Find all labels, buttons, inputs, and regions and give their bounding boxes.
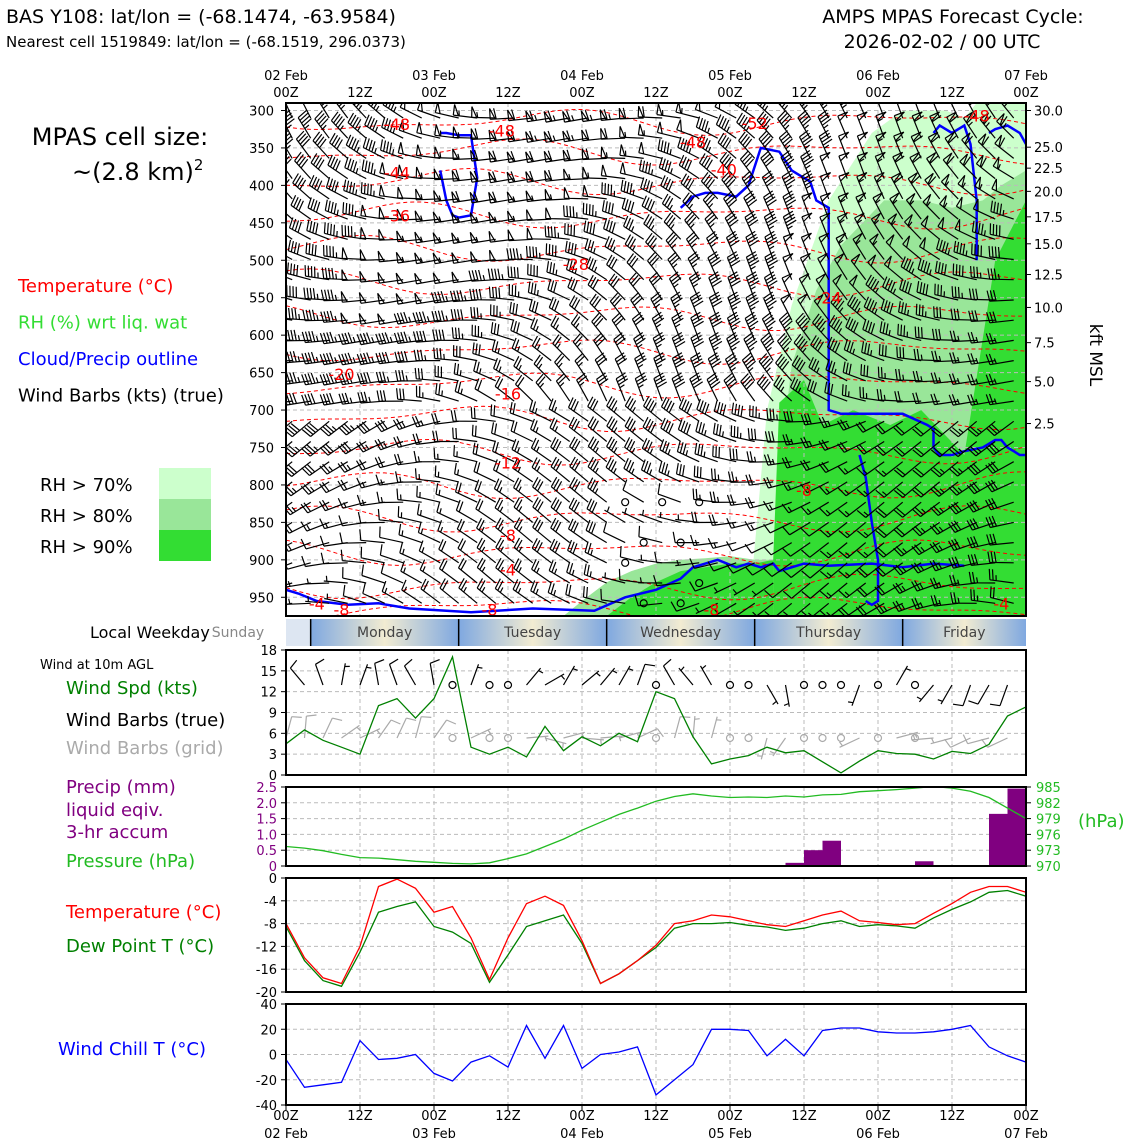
wind-barb-grid bbox=[486, 735, 493, 742]
precip-pressure-panel bbox=[256, 781, 1061, 875]
height-axis bbox=[1026, 104, 1063, 432]
top-hour-label: 12Z bbox=[939, 86, 965, 101]
top-hour-label: 12Z bbox=[643, 86, 669, 101]
pressure-tick-label: 600 bbox=[249, 329, 274, 345]
wind-barb-grid bbox=[840, 738, 860, 747]
bottom-date-label: 05 Feb bbox=[708, 1127, 752, 1140]
temperature-label: -48 bbox=[383, 114, 411, 134]
temperature-legend: Temperature (°C) bbox=[66, 902, 222, 923]
legend-entry: Wind Barbs (kts) (true) bbox=[18, 385, 224, 407]
wind-barb-true bbox=[990, 685, 1008, 706]
wind-chill-panel bbox=[256, 998, 1026, 1114]
wind-barb-true bbox=[486, 682, 493, 689]
station-title: BAS Y108: lat/lon = (-68.1474, -63.9584) bbox=[6, 6, 396, 28]
weekday-label: Local Weekday bbox=[90, 623, 210, 642]
bottom-hour-label: 00Z bbox=[569, 1109, 595, 1124]
wind-barb-true bbox=[848, 685, 859, 706]
y-tick-label: 15 bbox=[260, 664, 277, 680]
height-tick-label: 25.0 bbox=[1034, 141, 1063, 157]
wind-chill-legend: Wind Chill T (°C) bbox=[58, 1039, 206, 1060]
bottom-hour-label: 12Z bbox=[939, 1109, 965, 1124]
bottom-time-axis bbox=[264, 1105, 1048, 1140]
y-tick-label: -40 bbox=[255, 1099, 277, 1114]
weekday-bar bbox=[212, 619, 1026, 646]
wind-barb-true bbox=[953, 685, 971, 706]
wind-barb-grid bbox=[912, 735, 919, 742]
forecast-cycle: 2026-02-02 / 00 UTC bbox=[843, 31, 1041, 53]
cross-section-panel bbox=[249, 90, 1105, 623]
y-tick-label: 12 bbox=[260, 685, 277, 701]
wind-barb-grid bbox=[323, 718, 342, 738]
height-tick-label: 22.5 bbox=[1034, 162, 1063, 178]
y-tick-label: 0 bbox=[268, 1048, 277, 1064]
dewpoint-legend: Dew Point T (°C) bbox=[66, 936, 215, 957]
bottom-hour-label: 00Z bbox=[1013, 1109, 1039, 1124]
y-tick-label: 2.0 bbox=[256, 796, 277, 812]
y-tick-label: -8 bbox=[264, 917, 277, 933]
temperature-label: -8 bbox=[500, 526, 516, 546]
pressure-tick-label: 400 bbox=[249, 179, 274, 195]
precip-legend-3: 3-hr accum bbox=[66, 822, 169, 843]
bottom-date-label: 06 Feb bbox=[856, 1127, 900, 1140]
wind-panel-title: Wind at 10m AGL bbox=[40, 658, 154, 673]
weekday-name: Thursday bbox=[796, 625, 862, 641]
y-tick-label: 3 bbox=[268, 748, 277, 764]
cell-size-label: MPAS cell size: bbox=[31, 123, 209, 151]
temperature-panel bbox=[256, 872, 1026, 1001]
y-tick-label: -20 bbox=[255, 986, 277, 1001]
temperature-label: -28 bbox=[562, 255, 589, 275]
wind-barb-true bbox=[290, 660, 304, 685]
bottom-date-label: 03 Feb bbox=[412, 1127, 456, 1140]
weekday-name: Wednesday bbox=[640, 625, 722, 641]
top-date-label: 07 Feb bbox=[1004, 69, 1048, 84]
pressure-unit-label: (hPa) bbox=[1078, 811, 1125, 832]
height-tick-label: 17.5 bbox=[1034, 210, 1063, 226]
wind-barb-true bbox=[471, 664, 482, 685]
bottom-date-label: 02 Feb bbox=[264, 1127, 308, 1140]
wind-barb-true bbox=[679, 667, 693, 685]
wind-barb-grid bbox=[931, 738, 952, 744]
weekday-name: Tuesday bbox=[504, 625, 562, 641]
rh-legend-swatch bbox=[159, 468, 211, 499]
bottom-hour-label: 12Z bbox=[347, 1109, 373, 1124]
rh-legend-label: RH > 80% bbox=[40, 506, 133, 527]
wind-barb-true bbox=[638, 664, 656, 685]
wind-barb-grid bbox=[305, 715, 317, 738]
wind-barb-grid bbox=[379, 720, 401, 738]
wind-barbs-true-legend: Wind Barbs (true) bbox=[66, 710, 226, 731]
rh-legend-swatch bbox=[159, 530, 211, 561]
plot-area bbox=[275, 657, 1026, 773]
pressure-tick-label: 976 bbox=[1036, 828, 1061, 844]
pressure-tick-label: 650 bbox=[249, 366, 274, 382]
bottom-hour-label: 00Z bbox=[865, 1109, 891, 1124]
pressure-tick-label: 550 bbox=[249, 291, 274, 307]
bottom-hour-label: 12Z bbox=[791, 1109, 817, 1124]
temperature-label: -40 bbox=[710, 160, 737, 180]
cell-size-exponent: 2 bbox=[193, 156, 204, 174]
wind-barb-grid bbox=[745, 735, 752, 742]
wind-barb-true bbox=[912, 682, 919, 689]
legend-entry: RH (%) wrt liq. wat bbox=[18, 312, 188, 334]
top-hour-label: 12Z bbox=[495, 86, 521, 101]
y-tick-label: 18 bbox=[260, 644, 277, 659]
pressure-tick-label: 800 bbox=[249, 478, 274, 494]
y-tick-label: 0.5 bbox=[256, 844, 277, 860]
temperature-label: -4 bbox=[500, 560, 516, 580]
wind-barb-true bbox=[767, 685, 778, 705]
wind-barb-grid bbox=[819, 735, 826, 742]
wind-barb-true bbox=[430, 660, 439, 685]
top-hour-label: 00Z bbox=[1013, 86, 1039, 101]
cell-size-value bbox=[72, 156, 203, 186]
nearest-cell: Nearest cell 1519849: lat/lon = (-68.1519, 296.0373) bbox=[6, 33, 406, 51]
y-tick-label: 0 bbox=[268, 872, 277, 887]
pressure-tick-label: 970 bbox=[1036, 860, 1061, 875]
temperature-label: -4 bbox=[993, 594, 1010, 614]
wind-barb-true bbox=[582, 671, 600, 685]
y-tick-label: -4 bbox=[264, 894, 277, 910]
y-tick-label: -20 bbox=[255, 1073, 277, 1089]
pressure-tick-label: 950 bbox=[249, 591, 274, 607]
cell-size-base: ~(2.8 km) bbox=[72, 158, 194, 186]
pressure-tick-label: 500 bbox=[249, 254, 274, 270]
wind-barb-true bbox=[897, 666, 911, 685]
top-hour-label: 12Z bbox=[347, 86, 373, 101]
wind-barb-grid bbox=[434, 720, 456, 738]
pressure-tick-label: 979 bbox=[1036, 812, 1061, 828]
y-tick-label: 1.5 bbox=[256, 812, 277, 828]
rh-legend bbox=[40, 468, 211, 561]
y-tick-label: 20 bbox=[260, 1023, 277, 1039]
pressure-tick-label: 700 bbox=[249, 404, 274, 420]
height-tick-label: 20.0 bbox=[1034, 185, 1063, 201]
legend-entry: Cloud/Precip outline bbox=[18, 349, 199, 370]
pressure-tick-label: 985 bbox=[1036, 781, 1061, 796]
temperature-label: -16 bbox=[494, 384, 522, 404]
forecast-title: AMPS MPAS Forecast Cycle: bbox=[822, 6, 1084, 28]
top-hour-label: 00Z bbox=[421, 86, 447, 101]
top-date-label: 06 Feb bbox=[856, 69, 900, 84]
wind-speed-legend: Wind Spd (kts) bbox=[66, 678, 198, 699]
wind-panel bbox=[260, 644, 1026, 784]
wind-barb-grid bbox=[397, 718, 416, 738]
wind-barb-true bbox=[342, 663, 350, 685]
temperature-label: -8 bbox=[481, 600, 498, 620]
wind-barb-grid bbox=[416, 717, 432, 738]
pressure-tick-label: 750 bbox=[249, 441, 274, 457]
pressure-tick-label: 450 bbox=[249, 216, 274, 232]
precip-bar bbox=[989, 814, 1008, 866]
temperature-label: -48 bbox=[679, 132, 707, 152]
pressure-tick-label: 350 bbox=[249, 141, 274, 157]
top-hour-label: 00Z bbox=[273, 86, 299, 101]
y-tick-label: 0 bbox=[268, 769, 277, 784]
wind-barb-grid bbox=[342, 725, 361, 738]
top-hour-label: 12Z bbox=[791, 86, 817, 101]
wind-barb-grid bbox=[693, 716, 700, 738]
pressure-tick-label: 850 bbox=[249, 516, 274, 532]
bottom-date-label: 07 Feb bbox=[1004, 1127, 1048, 1140]
wind-barb-true bbox=[545, 674, 565, 685]
wind-barb-true bbox=[701, 665, 712, 685]
y-tick-label: 9 bbox=[268, 706, 277, 722]
weekday-name: Monday bbox=[357, 625, 413, 641]
wind-barb-true bbox=[664, 659, 675, 685]
temperature-label: -8 bbox=[333, 600, 350, 620]
precip-legend-2: liquid eqiv. bbox=[66, 800, 164, 821]
height-tick-label: 12.5 bbox=[1034, 268, 1063, 284]
temperature-label: -4 bbox=[308, 594, 325, 614]
rh-legend-label: RH > 70% bbox=[40, 475, 133, 496]
temperature-label: -24 bbox=[815, 288, 842, 308]
temperature-label: -8 bbox=[703, 600, 720, 620]
height-axis-label: kft MSL bbox=[1085, 323, 1105, 387]
plot-area bbox=[286, 787, 1026, 867]
rh-legend-label: RH > 90% bbox=[40, 537, 133, 558]
temperature-label: -12 bbox=[494, 453, 522, 473]
y-tick-label: 2.5 bbox=[256, 781, 277, 796]
top-date-label: 03 Feb bbox=[412, 69, 456, 84]
wind-barb-grid bbox=[770, 738, 785, 756]
legend-main bbox=[17, 276, 224, 407]
y-tick-label: -12 bbox=[255, 940, 277, 956]
temperature-label: -8 bbox=[796, 481, 812, 501]
wind-barb-grid bbox=[471, 729, 491, 738]
wind-barb-true bbox=[405, 659, 416, 685]
pressure-axis bbox=[249, 104, 286, 606]
wind-barb-grid bbox=[838, 735, 845, 742]
wind-barb-true bbox=[745, 682, 752, 689]
precip-legend-1: Precip (mm) bbox=[66, 777, 176, 798]
wind-barbs-grid-legend: Wind Barbs (grid) bbox=[66, 738, 224, 759]
temperature-label: -44 bbox=[383, 163, 411, 183]
pressure-tick-label: 900 bbox=[249, 553, 274, 569]
pressure-tick-label: 300 bbox=[249, 104, 274, 120]
wind-barb-true bbox=[917, 685, 934, 702]
height-tick-label: 2.5 bbox=[1034, 417, 1055, 433]
temperature-label: -48 bbox=[963, 106, 990, 126]
y-tick-label: -16 bbox=[255, 963, 277, 979]
wind-barb-grid bbox=[449, 735, 456, 742]
wind-barb-true bbox=[619, 666, 633, 685]
height-tick-label: 10.0 bbox=[1034, 301, 1063, 317]
wind-barb-true bbox=[316, 659, 325, 685]
wind-barb-true bbox=[938, 685, 952, 704]
wind-barb-true bbox=[360, 664, 371, 685]
y-tick-label: 1.0 bbox=[256, 828, 277, 844]
weekday-name: Friday bbox=[943, 625, 986, 641]
wind-barb-grid bbox=[286, 717, 302, 738]
height-tick-label: 7.5 bbox=[1034, 336, 1055, 352]
bottom-date-label: 04 Feb bbox=[560, 1127, 604, 1140]
wind-barb-true bbox=[564, 666, 578, 685]
precip-bar bbox=[1008, 789, 1027, 866]
top-date-label: 05 Feb bbox=[708, 69, 752, 84]
height-tick-label: 30.0 bbox=[1034, 104, 1063, 120]
wind-barb-grid bbox=[912, 735, 934, 740]
top-hour-label: 00Z bbox=[865, 86, 891, 101]
bottom-hour-label: 00Z bbox=[717, 1109, 743, 1124]
y-tick-label: 40 bbox=[260, 998, 277, 1013]
temperature-label: -48 bbox=[488, 121, 515, 141]
top-date-label: 02 Feb bbox=[264, 69, 308, 84]
panel-frame bbox=[286, 787, 1026, 866]
bottom-hour-label: 00Z bbox=[421, 1109, 447, 1124]
wind-barb-grid bbox=[757, 738, 767, 759]
bottom-hour-label: 12Z bbox=[495, 1109, 521, 1124]
bottom-hour-label: 00Z bbox=[273, 1109, 299, 1124]
legend-entry: Temperature (°C) bbox=[18, 276, 174, 297]
wind-barb-true bbox=[390, 659, 399, 685]
top-time-axis bbox=[264, 69, 1048, 101]
wind-barb-true bbox=[449, 682, 456, 689]
wind-barb-grid bbox=[712, 717, 722, 738]
temperature-label: -20 bbox=[328, 365, 355, 385]
precip-bar bbox=[804, 850, 823, 866]
temperature-label: -52 bbox=[741, 114, 768, 134]
temperature-label: -36 bbox=[383, 206, 411, 226]
pressure-tick-label: 982 bbox=[1036, 796, 1061, 812]
top-hour-label: 00Z bbox=[717, 86, 743, 101]
wind-barb-true bbox=[784, 685, 789, 707]
y-tick-label: 0 bbox=[268, 860, 277, 875]
wind-barb-true bbox=[819, 682, 826, 689]
top-hour-label: 00Z bbox=[569, 86, 595, 101]
height-tick-label: 5.0 bbox=[1034, 375, 1055, 391]
top-date-label: 04 Feb bbox=[560, 69, 604, 84]
precip-bar bbox=[823, 841, 842, 866]
weekday-name: Sunday bbox=[211, 625, 265, 641]
wind-barb-true bbox=[968, 685, 989, 704]
wind-barb-true bbox=[838, 682, 845, 689]
wind-barb-true bbox=[375, 660, 384, 685]
y-tick-label: 6 bbox=[268, 727, 277, 743]
bottom-hour-label: 12Z bbox=[643, 1109, 669, 1124]
pressure-legend: Pressure (hPa) bbox=[66, 851, 196, 872]
pressure-tick-label: 973 bbox=[1036, 844, 1061, 860]
rh-legend-swatch bbox=[159, 499, 211, 530]
height-tick-label: 15.0 bbox=[1034, 237, 1063, 253]
